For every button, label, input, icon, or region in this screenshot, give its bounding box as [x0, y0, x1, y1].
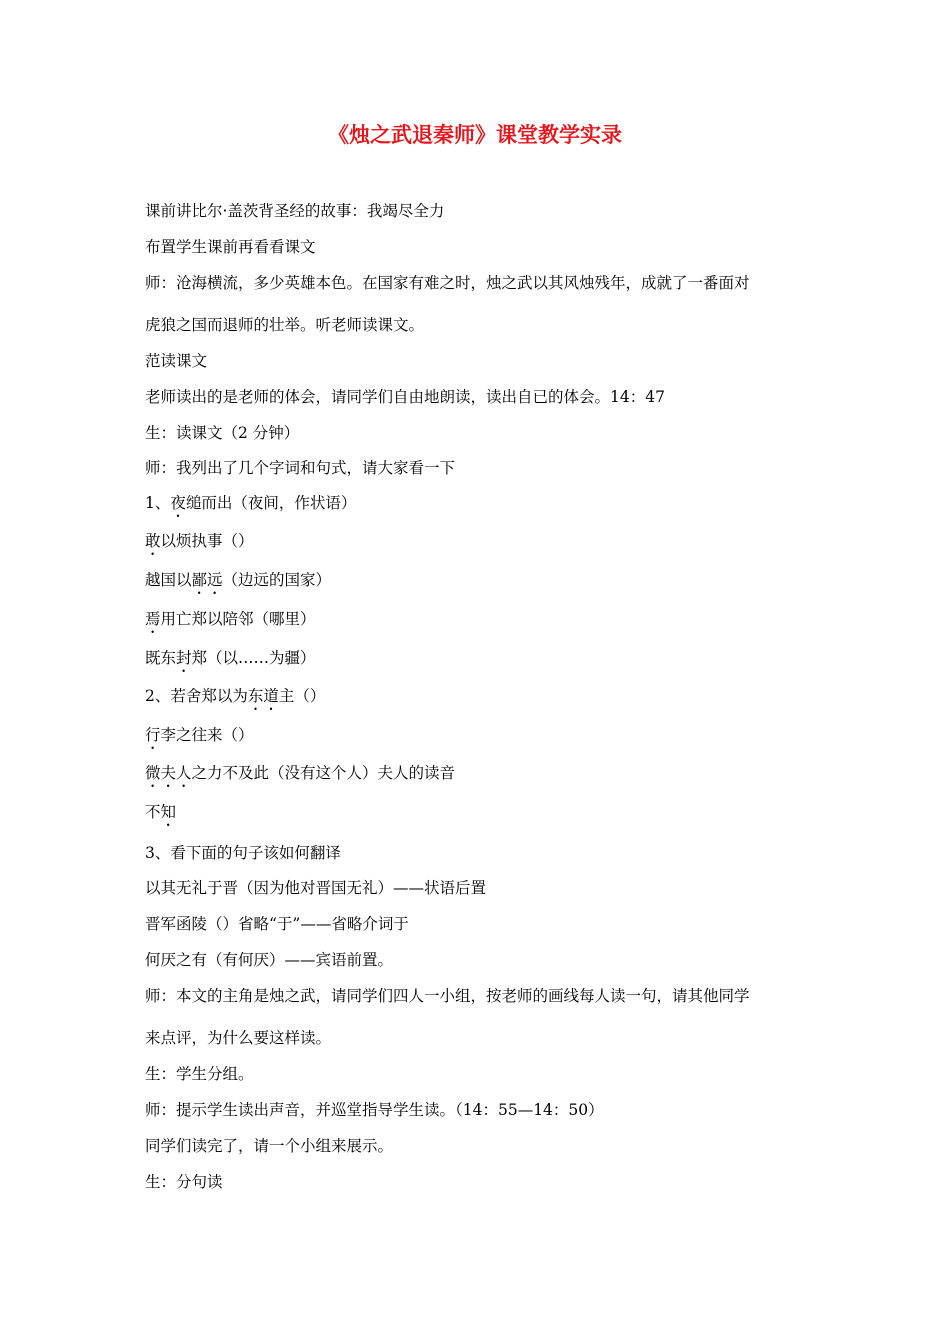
emphasized-text: 夜	[170, 494, 186, 512]
text-line	[145, 569, 331, 598]
text-segment: 不	[145, 803, 161, 821]
text-line	[145, 236, 316, 258]
text-line	[145, 608, 316, 637]
text-line	[145, 949, 393, 971]
text-line	[145, 762, 455, 791]
text-line	[145, 422, 299, 444]
text-segment: 缒而出（夜间，作状语）	[185, 494, 357, 512]
text-line	[145, 877, 486, 899]
text-line	[145, 801, 176, 830]
text-line	[145, 1171, 223, 1193]
text-line	[145, 272, 750, 294]
text-line	[145, 685, 325, 714]
text-segment: 布置学生课前再看看课文	[145, 238, 316, 256]
text-segment: 郑（以……为疆）	[191, 649, 316, 667]
emphasized-text: 焉	[145, 610, 161, 628]
text-segment: 以其无礼于晋（因为他对晋国无礼）——状语后置	[145, 879, 487, 897]
text-segment: 范读课文	[145, 352, 208, 370]
text-segment: 越国以	[145, 571, 192, 589]
text-line	[145, 647, 316, 676]
text-segment: 生：分句读	[145, 1173, 223, 1191]
emphasized-text: 夫	[160, 764, 177, 782]
text-line	[145, 386, 665, 408]
emphasized-text: 人	[176, 764, 192, 782]
text-segment: 以烦执事（）	[160, 532, 254, 550]
emphasized-text: 敢	[145, 532, 161, 550]
text-segment: 李之往来（）	[160, 726, 254, 744]
text-line	[145, 350, 207, 372]
text-segment: （边远的国家）	[222, 571, 332, 589]
text-segment: 生：学生分组。	[145, 1065, 254, 1083]
text-segment: 师：提示学生读出声音，并巡堂指导学生读。（14：55—14：50）	[145, 1101, 604, 1119]
text-segment: 老师读出的是老师的体会，请同学们自由地朗读，读出自已的体会。14：47	[145, 388, 665, 406]
text-segment: 虎狼之国而退师的壮举。听老师读课文。	[145, 316, 425, 334]
emphasized-text: 行	[145, 726, 161, 744]
text-segment: 既东	[145, 649, 177, 667]
text-segment: 课前讲比尔·盖茨背圣经的故事：我竭尽全力	[145, 202, 445, 220]
text-line	[145, 985, 750, 1007]
text-line	[145, 842, 341, 864]
text-segment: 同学们读完了，请一个小组来展示。	[145, 1137, 394, 1155]
text-line	[145, 530, 254, 559]
text-line	[145, 724, 254, 753]
emphasized-text: 封	[176, 649, 192, 667]
emphasized-text: 知	[160, 803, 177, 821]
text-segment: 生：读课文（2 分钟）	[145, 424, 300, 442]
emphasized-text: 微	[145, 764, 161, 782]
text-line	[145, 492, 356, 521]
text-line	[145, 1099, 604, 1121]
text-segment: 3、看下面的句子该如何翻译	[145, 844, 341, 862]
text-segment: 晋军函陵（）省略“于”——省略介词于	[145, 915, 409, 933]
text-segment: 1、	[145, 494, 171, 512]
text-segment: 来点评，为什么要这样读。	[145, 1029, 332, 1047]
emphasized-text: 鄙远	[191, 571, 223, 589]
text-line	[145, 913, 409, 935]
text-line	[145, 457, 455, 479]
text-segment: 师：我列出了几个字词和句式，请大家看一下	[145, 459, 456, 477]
text-segment: 用亡郑以陪邻（哪里）	[160, 610, 316, 628]
text-line	[145, 200, 444, 222]
emphasized-text: 东道	[247, 687, 279, 705]
text-segment: 主（）	[278, 687, 326, 705]
text-line	[145, 314, 424, 336]
text-line	[145, 1027, 331, 1049]
text-segment: 师：本文的主角是烛之武，请同学们四人一小组，按老师的画线每人读一句，请其他同学	[145, 987, 750, 1005]
text-line	[145, 1135, 393, 1157]
text-segment: 之力不及此（没有这个人）夫人的读音	[191, 764, 456, 782]
text-segment: 师：沧海横流，多少英雄本色。在国家有难之时，烛之武以其风烛残年，成就了一番面对	[145, 274, 750, 292]
page-title: 《烛之武退秦师》课堂教学实录	[328, 123, 622, 147]
text-segment: 2、若舍郑以为	[145, 687, 248, 705]
text-segment: 何厌之有（有何厌）——宾语前置。	[145, 951, 394, 969]
text-line	[145, 1063, 254, 1085]
